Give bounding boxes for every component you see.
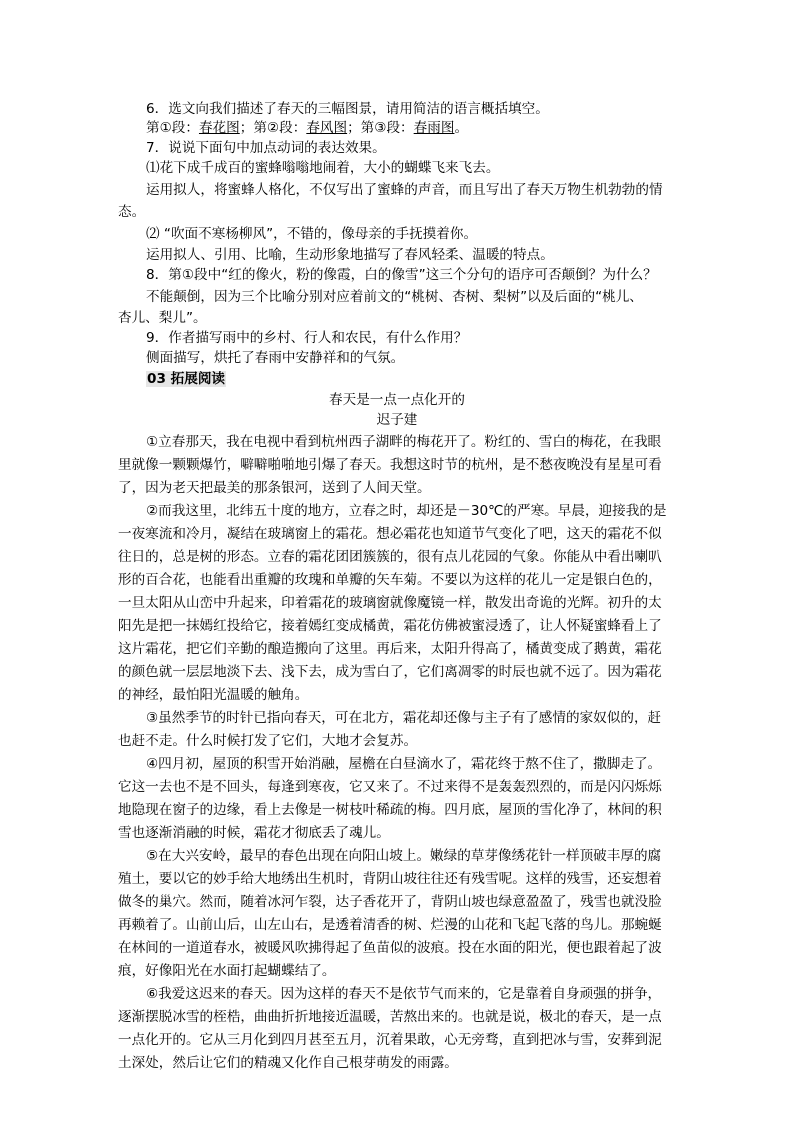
article-line: 一旦太阳从山峦中升起来，印着霜花的玻璃窗就像魔镜一样，散发出奇诡的光辉。初升的太: [118, 595, 662, 611]
article-line: 在林间的一道道春水，被暖风吹拂得起了鱼苗似的波痕。投在水面的阳光，便也跟着起了波: [118, 940, 662, 956]
article-line: ⑥我爱这迟来的春天。因为这样的春天不是依节气而来的，它是靠着自身顽强的拼争，: [146, 986, 662, 1002]
article-line: 了，因为老天把最美的那条银河，送到了人间天堂。: [118, 480, 431, 496]
article-line: ①立春那天，我在电视中看到杭州西子湖畔的梅花开了。粉红的、雪白的梅花，在我眼: [146, 434, 662, 450]
question-9: 9．作者描写雨中的乡村、行人和农民，有什么作用？: [146, 330, 468, 346]
answer-8-line-2: 杏儿、梨儿”。: [118, 310, 207, 326]
answer-6-p3-prefix: ；第③段：: [347, 120, 414, 136]
article-line: 地隐现在窗子的边缘，看上去像是一树枝叶稀疏的梅。四月底，屋顶的雪化净了，林间的积: [118, 802, 662, 818]
answer-8-line-1: 不能颠倒，因为三个比喻分别对应着前文的“桃树、杏树、梨树”以及后面的“桃儿、: [146, 289, 643, 305]
article-line: 也赶不走。什么时候打发了它们，大地才会复苏。: [118, 733, 418, 749]
article-line: ⑤在大兴安岭，最早的春色出现在向阳山坡上。嫩绿的草芽像绣花针一样顶破丰厚的腐: [146, 848, 662, 864]
answer-6: [146, 118, 468, 138]
article-line: 一夜寒流和冷月，凝结在玻璃窗上的霜花。想必霜花也知道节气变化了吧，这天的霜花不似: [118, 526, 662, 542]
answer-7-2: 运用拟人、引用、比喻，生动形象地描写了春风轻柔、温暖的特点。: [146, 247, 554, 263]
article-line: ②而我这里，北纬五十度的地方，立春之时，却还是－30℃的严寒。早晨，迎接我的是: [146, 503, 667, 519]
answer-9: 侧面描写，烘托了春雨中安静祥和的气氛。: [146, 350, 405, 366]
question-6: 6．选文向我们描述了春天的三幅图景，请用简洁的语言概括填空。: [146, 101, 549, 117]
section-heading: [146, 369, 226, 389]
article-line: 殖土，要以它的妙手给大地绣出生机时，背阴山坡往往还有残雪呢。这样的残雪，还妄想着: [118, 871, 662, 887]
article-line: ④四月初，屋顶的积雪开始消融，屋檐在白昼滴水了，霜花终于熬不住了，撒脚走了。: [146, 756, 662, 772]
answer-6-p1-prefix: 第①段：: [146, 120, 199, 136]
article-line: 逐渐摆脱冰雪的桎梏，曲曲折折地接近温暖，苦熬出来的。也就是说，极北的春天，是一点: [118, 1009, 662, 1025]
article-line: 它这一去也不是不回头，每逢到寒夜，它又来了。不过来得不是轰轰烈烈的，而是闪闪烁烁: [118, 779, 662, 795]
question-8: 8．第①段中“红的像火，粉的像霞，白的像雪”这三个分句的语序可否颠倒？为什么？: [146, 267, 657, 283]
answer-6-p1-fill: 春花图: [198, 120, 240, 136]
answer-6-p2-fill: 春风图: [306, 120, 348, 136]
article-line: 这片霜花，把它们辛勤的酿造搬向了这里。再后来，太阳升得高了，橘黄变成了鹅黄，霜花: [118, 641, 662, 657]
article-line: 形的百合花，也能看出重瓣的玫瑰和单瓣的矢车菊。不要以为这样的花儿一定是银白色的，: [118, 572, 662, 588]
article-line: 阳先是把一抹嫣红投给它，接着嫣红变成橘黄，霜花仿佛被蜜浸透了，让人怀疑蜜蜂看上了: [118, 618, 662, 634]
article-line: 里就像一颗颗爆竹，噼噼啪啪地引爆了春天。我想这时节的杭州，是不愁夜晚没有星星可看: [118, 457, 662, 473]
answer-7-1-line-1: 运用拟人，将蜜蜂人格化，不仅写出了蜜蜂的声音，而且写出了春天万物生机勃勃的情: [146, 182, 663, 198]
article-line: 往日的，总是树的形态。立春的霜花团团簇簇的，很有点儿花园的气象。你能从中看出喇叭: [118, 549, 662, 565]
article-line: 的神经，最怕阳光温暖的触角。: [118, 687, 309, 703]
answer-7-1-line-2: 态。: [118, 204, 146, 220]
article-author: 迟子建: [376, 412, 418, 428]
section-label: 03 拓展阅读: [147, 371, 226, 387]
answer-6-p3-fill: 春雨图: [413, 120, 455, 136]
answer-6-p2-prefix: ；第②段：: [239, 120, 307, 136]
article-line: 痕，好像阳光在水面打起蝴蝶结了。: [118, 963, 336, 979]
article-title: 春天是一点一点化开的: [329, 392, 465, 408]
article-line: 的颜色就一层层地淡下去、浅下去，成为雪白了，它们离凋零的时辰也就不远了。因为霜花: [118, 664, 662, 680]
question-7-sentence-2: ⑵ “吹面不寒杨柳风”，不错的，像母亲的手抚摸着你。: [146, 226, 478, 242]
article-line: 一点化开的。它从三月化到四月甚至五月，沉着果敢，心无旁骛，直到把冰与雪，安葬到泥: [118, 1032, 662, 1048]
article-line: 做冬的巢穴。然而，随着冰河乍裂，达子香花开了，背阴山坡也绿意盈盈了，残雪也就没脸: [118, 894, 662, 910]
article-line: 土深处，然后让它们的精魂又化作自己根芽萌发的雨露。: [118, 1055, 458, 1071]
question-7-sentence-1: ⑴花下成千成百的蜜蜂嗡嗡地闹着，大小的蝴蝶飞来飞去。: [146, 160, 500, 176]
answer-6-end: 。: [454, 120, 469, 136]
article-line: 再赖着了。山前山后，山左山右，是透着清香的树、烂漫的山花和飞起飞落的鸟儿。那蜿蜒: [118, 917, 662, 933]
question-7: 7．说说下面句中加点动词的表达效果。: [146, 140, 386, 156]
article-line: 雪也逐渐消融的时候，霜花才彻底丢了魂儿。: [118, 825, 390, 841]
article-line: ③虽然季节的时针已指向春天，可在北方，霜花却还像与主子有了感情的家奴似的，赶: [146, 710, 662, 726]
